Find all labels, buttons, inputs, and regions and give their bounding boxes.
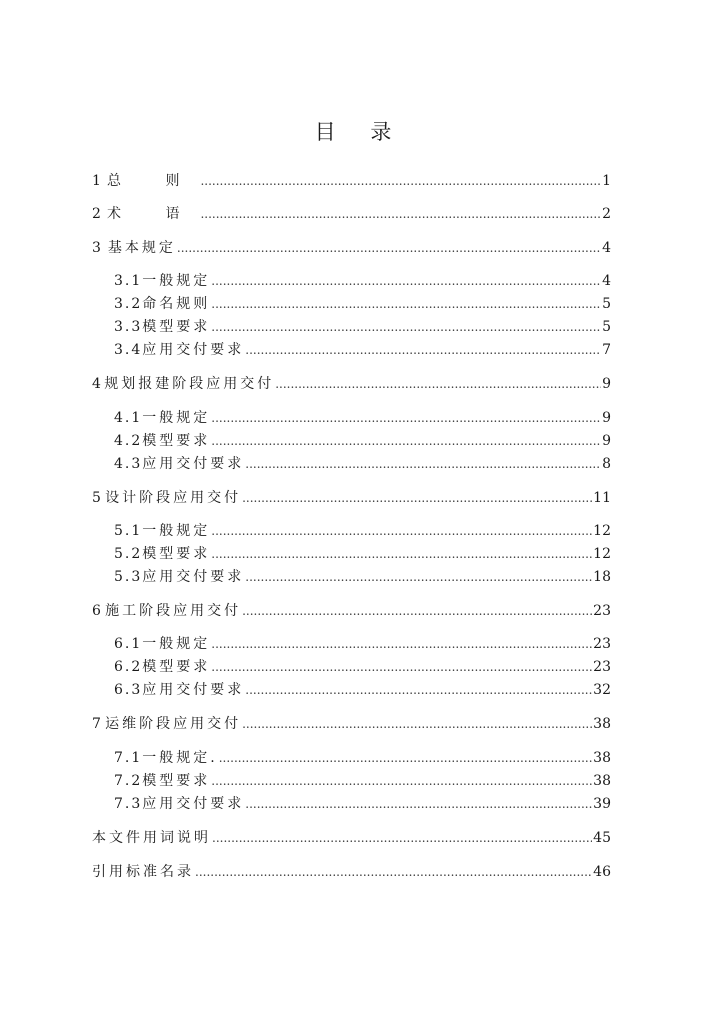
toc-leader-dots xyxy=(245,567,592,587)
toc-entry-7-2[interactable] xyxy=(114,771,611,791)
toc-entry-6-3[interactable] xyxy=(114,680,611,700)
toc-entry-6-2[interactable] xyxy=(114,657,611,677)
toc-entry-5-3[interactable] xyxy=(114,567,611,587)
toc-entry-number: 5.2 xyxy=(114,546,143,562)
toc-entry-number: 4.2 xyxy=(114,433,143,449)
toc-entry-title: 模型要求 xyxy=(142,319,211,335)
toc-entry-page: 12 xyxy=(593,546,611,562)
toc-entry-title: 一般规定 xyxy=(142,273,211,289)
toc-leader-dots xyxy=(242,714,592,734)
toc-entry-number: 4.1 xyxy=(114,410,143,426)
toc-entry-number: 3.4 xyxy=(114,342,143,358)
toc-entry-number: 6.3 xyxy=(114,682,143,698)
toc-entry-page: 5 xyxy=(602,296,611,312)
toc-entry-title: 施工阶段应用交付 xyxy=(105,603,242,619)
toc-entry-5-2[interactable] xyxy=(114,544,611,564)
toc-leader-dots xyxy=(245,340,601,360)
toc-entry-page: 38 xyxy=(593,773,611,789)
toc-entry-page: 46 xyxy=(593,864,611,880)
toc-entry-page: 11 xyxy=(593,490,611,506)
toc-entry-2[interactable] xyxy=(92,204,611,224)
toc-entry-page: 18 xyxy=(593,569,611,585)
toc-entry-number: 3 xyxy=(92,240,103,256)
toc-leader-dots xyxy=(211,431,601,451)
toc-entry-4[interactable] xyxy=(92,374,611,394)
toc-leader-dots xyxy=(212,828,592,848)
toc-entry-title: 模型要求 xyxy=(142,659,211,675)
toc-entry-number: 3.2 xyxy=(114,296,143,312)
toc-entry-page: 45 xyxy=(593,830,611,846)
toc-leader-dots xyxy=(219,748,592,768)
toc-entry-6[interactable] xyxy=(92,601,611,621)
toc-entry-number: 2 xyxy=(92,206,103,222)
toc-leader-dots xyxy=(211,657,592,677)
toc-entry-5[interactable] xyxy=(92,488,611,508)
toc-entry-4-3[interactable] xyxy=(114,454,611,474)
toc-entry-title: 一般规定. xyxy=(142,750,218,766)
toc-entry-3-4[interactable] xyxy=(114,340,611,360)
toc-entry-number: 7.3 xyxy=(114,796,143,812)
toc-entry-number: 7.2 xyxy=(114,773,143,789)
toc-entry-word-usage[interactable] xyxy=(92,828,611,848)
toc-entry-title: 一般规定 xyxy=(142,410,211,426)
toc-leader-dots xyxy=(245,794,592,814)
toc-leader-dots xyxy=(200,171,601,191)
toc-entry-title: 引用标准名录 xyxy=(92,864,194,880)
toc-entry-title: 一般规定 xyxy=(142,523,211,539)
toc-leader-dots xyxy=(211,317,601,337)
toc-leader-dots xyxy=(275,374,601,394)
toc-entry-number: 6.2 xyxy=(114,659,143,675)
toc-entry-title: 设计阶段应用交付 xyxy=(105,490,242,506)
toc-leader-dots xyxy=(211,634,592,654)
toc-entry-title: 术 语 xyxy=(107,206,200,222)
toc-entry-number: 3.3 xyxy=(114,319,143,335)
toc-entry-page: 9 xyxy=(602,410,611,426)
toc-leader-dots xyxy=(211,544,592,564)
toc-entry-4-2[interactable] xyxy=(114,431,611,451)
toc-leader-dots xyxy=(245,680,592,700)
toc-entry-title: 应用交付要求 xyxy=(142,456,245,472)
toc-entry-page: 9 xyxy=(602,433,611,449)
toc-entry-page: 12 xyxy=(593,523,611,539)
toc-entry-page: 39 xyxy=(593,796,611,812)
toc-entry-page: 32 xyxy=(593,682,611,698)
page-title: 目 录 xyxy=(314,120,406,144)
toc-entry-7-3[interactable] xyxy=(114,794,611,814)
toc-leader-dots xyxy=(211,271,601,291)
toc-entry-page: 23 xyxy=(593,636,611,652)
toc-entry-page: 38 xyxy=(593,750,611,766)
toc-leader-dots xyxy=(211,408,601,428)
toc-entry-6-1[interactable] xyxy=(114,634,611,654)
toc-entry-page: 23 xyxy=(593,659,611,675)
toc-entry-3-1[interactable] xyxy=(114,271,611,291)
toc-entry-7[interactable] xyxy=(92,714,611,734)
toc-entry-number: 7 xyxy=(92,716,103,732)
toc-entry-4-1[interactable] xyxy=(114,408,611,428)
toc-entry-page: 9 xyxy=(602,376,611,392)
toc-entry-title: 应用交付要求 xyxy=(142,569,245,585)
toc-entry-page: 7 xyxy=(602,342,611,358)
toc-leader-dots xyxy=(195,862,592,882)
toc-leader-dots xyxy=(211,521,592,541)
toc-entry-title: 一般规定 xyxy=(142,636,211,652)
toc-entry-5-1[interactable] xyxy=(114,521,611,541)
toc-entry-title: 本文件用词说明 xyxy=(92,830,211,846)
toc-entry-title: 应用交付要求 xyxy=(142,682,245,698)
toc-entry-page: 38 xyxy=(593,716,611,732)
toc-entry-referenced-standards[interactable] xyxy=(92,862,611,882)
toc-entry-title: 命名规则 xyxy=(142,296,211,312)
toc-entry-title: 规划报建阶段应用交付 xyxy=(104,376,275,392)
toc-entry-number: 5 xyxy=(92,490,103,506)
toc-entry-number: 6 xyxy=(92,603,103,619)
toc-leader-dots xyxy=(200,204,601,224)
toc-entry-3[interactable] xyxy=(92,238,611,258)
toc-entry-number: 4.3 xyxy=(114,456,143,472)
toc-leader-dots xyxy=(242,601,592,621)
toc-leader-dots xyxy=(211,294,601,314)
toc-entry-number: 5.3 xyxy=(114,569,143,585)
toc-entry-page: 2 xyxy=(602,206,611,222)
toc-entry-7-1[interactable] xyxy=(114,748,611,768)
toc-entry-title: 应用交付要求 xyxy=(142,342,245,358)
toc-entry-title: 基本规定 xyxy=(107,240,176,256)
toc-entry-page: 4 xyxy=(602,240,611,256)
toc-entry-title: 模型要求 xyxy=(142,546,211,562)
toc-entry-3-2[interactable] xyxy=(114,294,611,314)
toc-entry-number: 6.1 xyxy=(114,636,143,652)
toc-entry-number: 1 xyxy=(92,173,103,189)
toc-entry-page: 4 xyxy=(602,273,611,289)
toc-entry-page: 1 xyxy=(602,173,611,189)
toc-entry-number: 3.1 xyxy=(114,273,143,289)
toc-leader-dots xyxy=(245,454,601,474)
toc-entry-1[interactable] xyxy=(92,171,611,191)
toc-entry-number: 5.1 xyxy=(114,523,143,539)
toc-entry-title: 模型要求 xyxy=(142,433,211,449)
toc-entry-page: 5 xyxy=(602,319,611,335)
toc-leader-dots xyxy=(242,488,592,508)
toc-entry-title: 总 则 xyxy=(107,173,200,189)
toc-entry-number: 7.1 xyxy=(114,750,143,766)
toc-leader-dots xyxy=(211,771,592,791)
toc-leader-dots xyxy=(177,238,601,258)
toc-entry-page: 8 xyxy=(602,456,611,472)
toc-entry-page: 23 xyxy=(593,603,611,619)
toc-entry-title: 运维阶段应用交付 xyxy=(105,716,242,732)
toc-entry-number: 4 xyxy=(92,376,103,392)
toc-entry-title: 模型要求 xyxy=(142,773,211,789)
toc-entry-title: 应用交付要求 xyxy=(142,796,245,812)
toc-entry-3-3[interactable] xyxy=(114,317,611,337)
